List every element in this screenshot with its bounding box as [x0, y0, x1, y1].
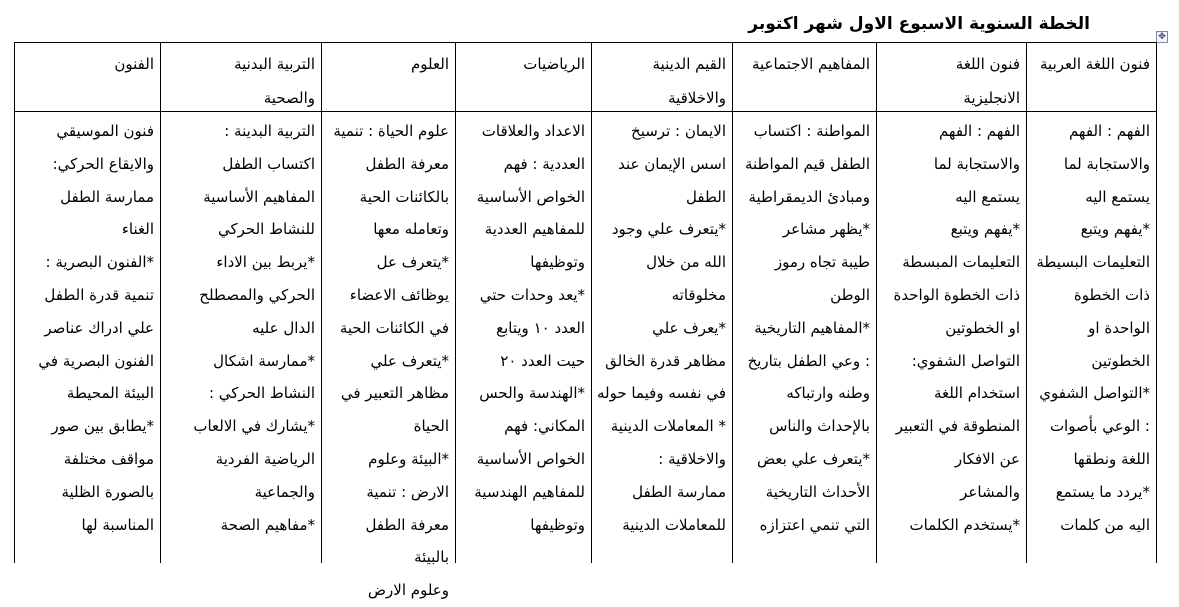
column-header: العلوم	[411, 55, 449, 73]
column-header: الفنون	[114, 55, 154, 73]
column-header: القيم الدينية والاخلاقية	[652, 55, 726, 107]
table-cell: علوم الحياة : تنمية معرفة الطفل بالكائنات الحية وتعامله معها *يتعرف عل يوظائف الاعضاء في الكائنات الحية *يتعرف علي مظاهر التعبير في الحياة *البيئة وعلوم الارض : تنمية معرفة الطفل بالبيئة وعلوم الارض	[333, 122, 449, 600]
page-title: الخطة السنوية الاسبوع الاول شهر اكتوبر	[748, 14, 1090, 34]
table-cell: الايمان : ترسيخ اسس الإيمان عند الطفل *يتعرف علي وجود الله من خلال مخلوقاته *يعرف علي مظاهر قدرة الخالق في نفسه وفيما حوله * المعاملات الدينية والاخلاقية : ممارسة الطفل للمعاملات الدينية	[597, 122, 726, 534]
table-cell: التربية البدينة : اكتساب الطفل المفاهيم الأساسية للنشاط الحركي *يربط بين الاداء الحركي والمصطلح الدال عليه *ممارسة اشكال النشاط الحركي : *يشارك في الالعاب الرياضية الفردية والجماعية *مفاهيم الصحة	[193, 122, 315, 534]
plan-table	[14, 42, 1157, 600]
table-cell: المواطنة : اكتساب الطفل قيم المواطنة ومبادئ الديمقراطية *يظهر مشاعر طيبة تجاه رموز الوطن *المفاهيم التاريخية : وعي الطفل بتاريخ وطنه وارتباكه بالإحداث والناس *يتعرف علي بعض الأحداث التاريخية التي تنمي اعتزازه	[744, 122, 870, 534]
column-header: فنون اللغة العربية	[1040, 55, 1150, 73]
column-header: المفاهيم الاجتماعية	[751, 55, 870, 73]
table-cell: الاعداد والعلاقات العددية : فهم الخواص الأساسية للمفاهيم العددية وتوظيفها *يعد وحدات حتي العدد ١٠ ويتابع حيت العدد ٢٠ *الهندسة والحس المكاني: فهم الخواص الأساسية للمفاهيم الهندسية وتوظيفها	[474, 122, 585, 534]
column-header: التربية البدنية والصحية	[234, 55, 315, 107]
table-border-right	[1156, 43, 1157, 563]
table-cell: الفهم : الفهم والاستجابة لما يستمع اليه *يفهم ويتبع التعليمات البسيطة ذات الخطوة الواحدة او الخطوتين *التواصل الشفوي : الوعي بأصوات اللغة ونطقها *يردد ما يستمع اليه من كلمات	[1036, 122, 1150, 534]
table-move-handle-icon[interactable]: ✥	[1156, 31, 1168, 43]
table-cell: فنون الموسيقي والايقاع الحركي: ممارسة الطفل الغناء *الفنون البصرية : تنمية قدرة الطفل علي ادراك عناصر الفنون البصرية في البيئة المحيطة *يطابق بين صور مواقف مختلفة بالصورة الظلية المناسبة لها	[38, 122, 154, 534]
table-cell: الفهم : الفهم والاستجابة لما يستمع اليه *يفهم ويتبع التعليمات المبسطة ذات الخطوة الواحدة او الخطوتين التواصل الشفوي: استخدام اللغة المنطوقة في التعبير عن الافكار والمشاعر *يستخدم الكلمات	[893, 122, 1020, 534]
column-header: الرياضيات	[523, 55, 585, 73]
column-header: فنون اللغة الانجليزية	[955, 55, 1020, 107]
